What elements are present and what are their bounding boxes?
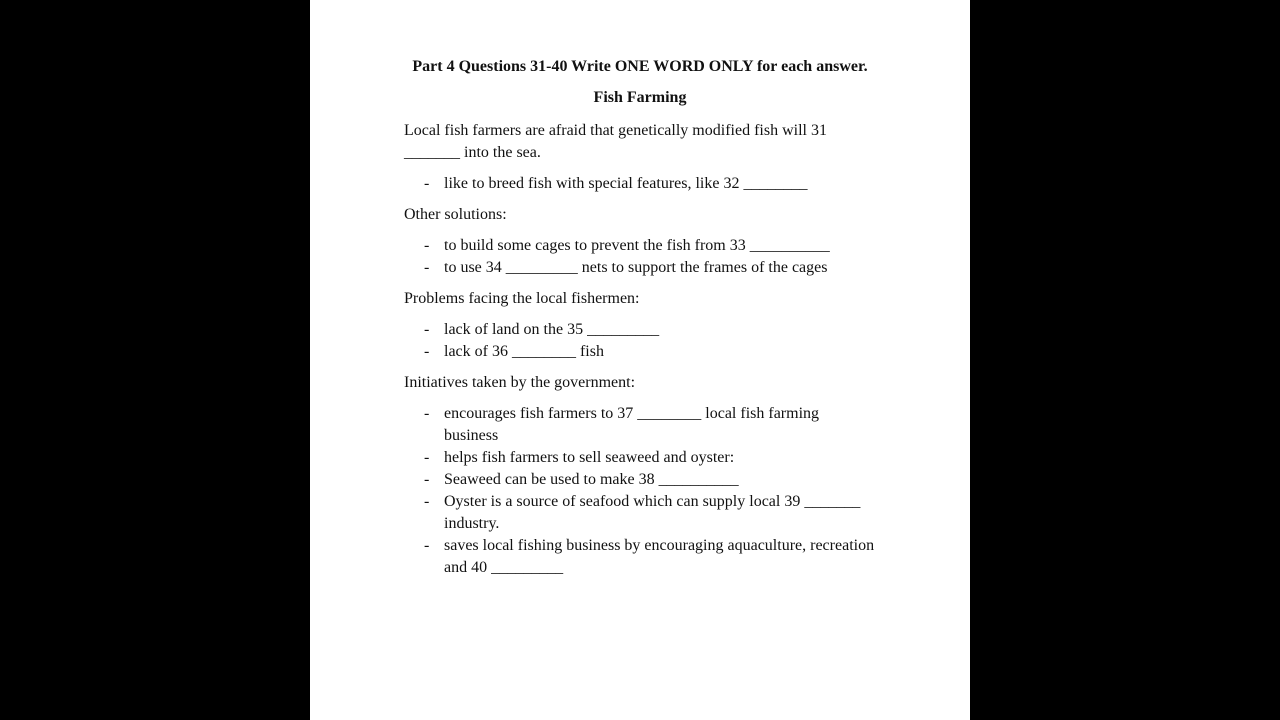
document-page: [310, 0, 970, 720]
list-item: like to breed fish with special features, like 32 ________: [444, 175, 808, 192]
bullet-dash: -: [424, 343, 430, 360]
list-item: to use 34 _________ nets to support the frames of the cages: [444, 259, 828, 276]
list-item: helps fish farmers to sell seaweed and oyster:: [444, 449, 735, 466]
bullet-dash: -: [424, 537, 430, 554]
list-item: Oyster is a source of seafood which can supply local 39 _______: [444, 493, 861, 510]
section-heading-initiatives: Initiatives taken by the government:: [404, 374, 636, 391]
bullet-dash: -: [424, 321, 430, 338]
document-title: Fish Farming: [593, 89, 687, 106]
intro-line-2: _______ into the sea.: [404, 144, 541, 161]
bullet-dash: -: [424, 259, 430, 276]
bullet-dash: -: [424, 493, 430, 510]
list-item-continuation: business: [444, 427, 499, 444]
list-item: to build some cages to prevent the fish from 33 __________: [444, 237, 830, 254]
bullet-dash: -: [424, 405, 430, 422]
section-heading-other-solutions: Other solutions:: [404, 206, 507, 223]
list-item-continuation: and 40 _________: [444, 559, 564, 576]
bullet-dash: -: [424, 237, 430, 254]
list-item: saves local fishing business by encouraging aquaculture, recreation: [444, 537, 875, 554]
list-item: lack of 36 ________ fish: [444, 343, 604, 360]
list-item: encourages fish farmers to 37 ________ local fish farming: [444, 405, 820, 422]
intro-line-1: Local fish farmers are afraid that genetically modified fish will 31: [404, 122, 827, 139]
section-heading-problems: Problems facing the local fishermen:: [404, 290, 640, 307]
list-item: lack of land on the 35 _________: [444, 321, 660, 338]
bullet-dash: -: [424, 471, 430, 488]
instructions-heading: Part 4 Questions 31-40 Write ONE WORD ONLY for each answer.: [412, 58, 868, 75]
list-item: Seaweed can be used to make 38 __________: [444, 471, 739, 488]
bullet-dash: -: [424, 449, 430, 466]
bullet-dash: -: [424, 175, 430, 192]
list-item-continuation: industry.: [444, 515, 500, 532]
